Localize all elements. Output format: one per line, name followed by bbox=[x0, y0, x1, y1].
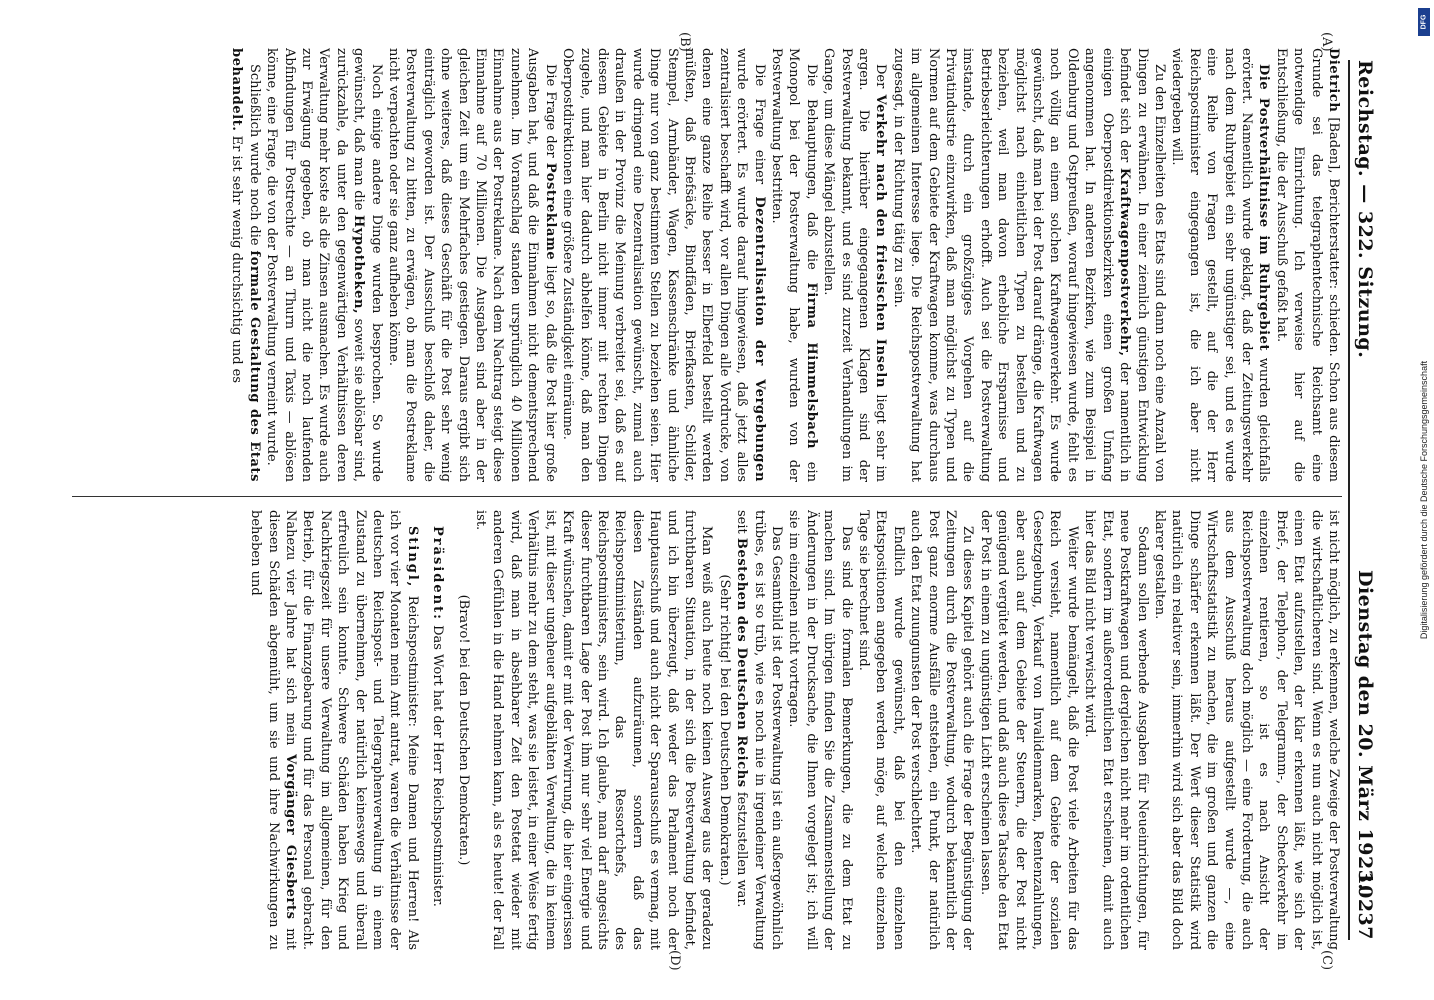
paragraph-text: Man weiß auch heute noch keinen Ausweg aus der geradezu furchtbaren Situation, in der sich die Postverwaltung befindet, und ich bin überzeugt, daß weder das Parlament noch der Hauptausschuß und auch nicht der Sparausschuß es vermag, mit diesen Zuständen aufzuräumen, sondern daß das Reichspostministerium, das Ressortchefs, des Reichspostministers, sein wird. Ich glaube, man darf angesichts dieser furchtbaren Lage der Post ihm nur sehr viel Energie und Kraft wünschen, damit er mit der Verwirrung, die hier eingerissen ist, mit dieser ungeheuer aufgeblähten Verwaltung, die in keinem Verhältnis mehr zu dem steht, was sie leistet, in einer Weise fertig wird, daß man in absehbarer Zeit den Postetat wieder mit anderen Gefühlen in die Hand nehmen kann, als es heute! der Fall ist. bbox=[473, 510, 715, 950]
paragraph-text: Das Wort hat der Herr Reichspostminister. bbox=[430, 625, 446, 907]
page-header bbox=[1348, 60, 1378, 940]
paragraph-text: Zu dieses Kapitel gehört auch die Frage der Begünstigung der Zeitungen durch die Postverwaltung, wodurch bekanntlich der Post ganz enorme Ausfälle entstehen, ein Punkt, der natürlich auch den Etat zuungunsten der Post verschlechtert. bbox=[908, 510, 976, 950]
paragraph bbox=[472, 510, 716, 950]
interjection-text: (Bravo! bei den Deutschen Demokraten.) bbox=[455, 594, 471, 866]
paragraph-text: mit diesen Schäden abgemüht, um sie und ihre Nachwirkungen zu beheben und bbox=[248, 510, 299, 950]
paragraph-text: Endlich wurde gewünscht, daß bei den einzelnen Etatspositionen angegeben werden möge, auf welche einzelnen Tage sie berechnet sind. bbox=[856, 510, 906, 950]
paragraph-text: Der bbox=[873, 64, 889, 89]
page-number: 10237 bbox=[1354, 871, 1376, 940]
paragraph-text: liegt sehr im argen. Die hierüber eingegangenen Klagen sind der Postverwaltung bekannt, und es sind zurzeit Verhandlungen im Gange, um diese Mängel abzustellen. bbox=[821, 48, 889, 482]
speaker-role: [Baden], Berichterstatter: bbox=[1326, 117, 1341, 290]
paragraph bbox=[855, 510, 907, 950]
paragraph bbox=[385, 48, 559, 482]
paragraph-text: Zu den Einzelheiten des Etats sind dann noch eine Anzahl von Dingen zu erwähnen. In einer ziemlich günstigen Entwicklung befindet sich der bbox=[1117, 48, 1167, 482]
margin-marker-d: (D) bbox=[667, 950, 682, 971]
speaker-name: Dietrich bbox=[1326, 48, 1341, 113]
paragraph bbox=[1168, 48, 1272, 482]
column-divider bbox=[72, 496, 1342, 497]
paragraph-text: Die Frage einer bbox=[751, 64, 767, 185]
paragraph-text: ein Monopol bei der Postverwaltung habe, wurden von der Postverwaltung bestritten. bbox=[769, 48, 819, 482]
paragraph-text: wurde erörtert. Es wurde darauf hingewiesen, daß jetzt alles zentralisiert beschafft wird, vor allen Dingen alle Vordrucke, von denen eine ganze Reihe besser in Elberfeld bestellt werden müßten, daß Briefsäcke, Bindfäden, Briefkasten, Schilder, Stempel, Armbänder, Wagen, Kassenschränke und ähnliche Dinge nur von ganz bestimmten Stellen zu beziehen seien. Hier wurde dringend eine Dezentralisation gewünscht, zumal auch draußen in der Provinz die Meinung verbreitet sei, daß es auf diesem Gebiete in Berlin nicht immer mit rechten Dingen zugehe, und man hier dadurch abhelfen könne, daß man den Oberpostdirektionen eine größere Zuständigkeit einräume. bbox=[560, 48, 750, 482]
dfg-logo bbox=[1418, 8, 1430, 36]
paragraph bbox=[1151, 510, 1342, 950]
paragraph-text: Das Gesamtbild ist der Postverwaltung ist ein außergewöhnlich trübes, es ist so trüb, wie es noch nie in irgendeiner Verwaltung seit bbox=[734, 510, 784, 950]
paragraph-text: Schließlich wurde noch die bbox=[246, 64, 262, 246]
paragraph bbox=[820, 48, 890, 482]
topic-heading: formale Gestaltung des Etats bbox=[246, 250, 262, 482]
paragraph-text: Die Behauptungen, daß die bbox=[803, 64, 819, 270]
paragraph-text: Noch einige andere Dinge wurden besprochen. So wurde gewünscht, daß man die bbox=[351, 48, 384, 482]
paragraph-text: Reichspostminister: Meine Damen und Herren! Als ich vor vier Monaten mein Amt antrat, waren die Verhältnisse der deutschen Reichspost- und Telegraphenverwaltung in einem Zustand zu übernehmen, der natürlich keineswegs und überall erfreulich sein konnte. Schwere Schäden haben Krieg und Nachkriegszeit für unsere Verwaltung im allgemeinen, für den Betrieb, für die Finanzgebarung und für das Personal gebracht. Nahezu vier Jahre hat sich mein bbox=[283, 510, 420, 950]
paragraph bbox=[1081, 510, 1151, 950]
paragraph bbox=[976, 510, 1080, 950]
paragraph-text: Die Frage der bbox=[542, 64, 558, 158]
paragraph bbox=[889, 48, 1168, 482]
paragraph bbox=[785, 510, 855, 950]
header-session: Reichstag. — 322. Sitzung. bbox=[1354, 60, 1376, 359]
paragraph-text: soweit sie ablösbar sind, zurückzahle, da unter den gegenwärtigen Verhältnissen deren Verwaltung mehr koste als die Zinsen ausmachen. Es wurde auch zur Erwägung gegeben, ob man nicht die noch laufenden Abfindungen für Postrechte — an Thurn und Taxis — ablösen könne, eine Frage, die von der Postverwaltung verneint wurde. bbox=[264, 48, 367, 482]
topic-heading: Dezentralisation der Vergebungen bbox=[751, 196, 767, 482]
paragraph bbox=[733, 510, 785, 950]
right-column bbox=[72, 510, 1342, 950]
topic-heading: Kraftwagenpostverkehr, bbox=[1117, 167, 1133, 357]
digitization-credit bbox=[1418, 8, 1430, 992]
paragraph-text: schieden. Schon aus diesem Grunde sei das telegraphentechnische Reichsamt eine notwendige Einrichtung. Ich verweise hier auf die Entschließung, die der Ausschuß gefaßt hat. bbox=[1273, 48, 1341, 482]
paragraph-text: liegt so, daß die Post hier große Ausgaben hat, und daß die Einnahmen nicht dementsprechend zunehmen. Im Voranschlag standen ursprünglich 40 Millionen Einnahme aus der Postreklame. Nach dem Nachtrag steigt diese Einnahme auf 70 Millionen. Die Ausgaben sind aber in der gleichen Zeit um ein Mehrfaches gestiegen. Daraus ergibt sich ohne weiteres, daß dieses Geschäft für die Post sehr wenig einträglich geworden ist. Der Ausschuß beschloß daher, die Postverwaltung zu bitten, zu erwägen, ob man die Postreklame nicht verpachten oder sie ganz aufheben könne. bbox=[386, 48, 558, 482]
margin-marker-c: (C) bbox=[1319, 950, 1334, 971]
topic-heading: Die Postverhältnisse im Ruhrgebiet bbox=[1256, 64, 1272, 352]
paragraph bbox=[768, 48, 820, 482]
paragraph bbox=[228, 48, 263, 482]
document-page bbox=[52, 30, 1382, 970]
paragraph bbox=[429, 510, 446, 950]
paragraph bbox=[247, 510, 421, 950]
paragraph-text: ist nicht möglich, zu erkennen, welche Zweige der Postverwaltung die wirtschaftlicheren sind. Wenn es nun auch nicht möglich ist, einen Etat aufzustellen, der klar erkennen läßt, wie sich der Brief-, der Telephon-, der Telegramm-, der Scheckverkehr im einzelnen rentieren, so ist es nach Ansicht der Reichspostverwaltung doch möglich — eine Forderung, die auch aus dem Ausschuß heraus aufgestellt wurde —, eine Wirtschaftsstatistik zu machen, die im großen und ganzen die Dinge schärfer erkennen läßt. Der Wert dieser Statistik wird natürlich ein relativer sein, immerhin wird sich aber das Bild doch klarer gestalten. bbox=[1151, 510, 1341, 950]
interjection bbox=[454, 510, 471, 950]
paragraph bbox=[263, 48, 385, 482]
left-column bbox=[72, 48, 1342, 482]
paragraph-text: Weiter wurde bemängelt, daß die Post viele Arbeiten für das Reich versieht, namentlich auf dem Gebiete der sozialen Gesetzgebung, Verkauf von Invalidenmarken, Rentenzahlungen, aber auch auf dem Gebiete der Steuern, die der Post nicht genügend vergütet werden, und daß auch diese Tatsache den Etat der Post in einem zu ungünstigen Licht erscheinen lassen. bbox=[977, 510, 1080, 950]
header-date: Dienstag den 20. März 1923. bbox=[1354, 570, 1376, 891]
topic-heading: Firma Himmelsbach bbox=[803, 282, 819, 450]
topic-heading: Postreklame bbox=[542, 162, 558, 261]
paragraph-text: Sodann sollen werbende Ausgaben für Neueinrichtungen, für neue Postkraftwagen und dergleichen nicht mehr im ordentlichen Etat, sondern im außerordentlichen Etat erscheinen, damit auch hier das Bild nicht verwischt wird. bbox=[1082, 510, 1150, 950]
margin-marker-b: (B) bbox=[677, 32, 692, 52]
interjection-text: (Sehr richtig! bei den Deutschen Demokraten.) bbox=[716, 574, 732, 886]
paragraph-text: Das sind die formalen Bemerkungen, die zu dem Etat zu machen sind. Im übrigen finden Sie die Zusammenstellung der Änderungen in der Drucksache, die Ihnen vorgelegt ist; ich will sie im einzelnen nicht vortragen. bbox=[786, 510, 854, 950]
paragraph-text: festzustellen war. bbox=[734, 791, 750, 908]
interjection bbox=[715, 510, 732, 950]
topic-heading: Hypotheken, bbox=[351, 214, 367, 315]
paragraph bbox=[907, 510, 977, 950]
topic-heading: behandelt. bbox=[229, 48, 245, 132]
credit-text: Digitalisierung gefördert durch die Deutsche Forschungsgemeinschaft bbox=[1419, 360, 1429, 640]
topic-heading: Bestehen des Deutschen Reichs bbox=[734, 537, 750, 788]
paragraph bbox=[1272, 48, 1342, 482]
paragraph-text: der namentlich in einigen Oberpostdirektionsbezirken einen großen Umfang angenommen hat. In anderen Bezirken, wie zum Beispiel in Oldenburg und Ostpreußen, worauf hingewiesen wurde, fehlt es noch völlig an einem solchen Kraftwagenverkehr. Es wurde gewünscht, daß man bei der Post darauf dränge, die Kraftwagen möglichst nach einheitlichen Typen zu bestellen und zu beziehen, weil man davon erhebliche Ersparnisse und Betriebserleichterungen erhofft. Auch sei die Postverwaltung imstande, durch ein großzügiges Vorgehen auf die Privatindustrie einzuwirken, daß man möglichst zu Typen und Normen auf dem Gebiete der Kraftwagen komme, was durchaus im allgemeinen Interesse liege. Die Reichspostverwaltung hat zugesagt, in der Richtung tätig zu sein. bbox=[890, 48, 1133, 482]
logo-text: DFG bbox=[1420, 14, 1428, 30]
speaker-name: Stingl, bbox=[404, 526, 420, 589]
speaker-name: Präsident: bbox=[430, 526, 446, 621]
paragraph-text: wurden gleichfalls erörtert. Namentlich wurde geklagt, daß der Zeitungsverkehr nach dem Ruhrgebiet ein sehr ungünstiger sei, und es wurde eine Reihe von Fragen gestellt, auf die der Herr Reichspostminister eingegangen ist, die ich aber nicht wiedergeben will. bbox=[1169, 48, 1272, 482]
margin-marker-a: (A) bbox=[1319, 32, 1334, 52]
paragraph bbox=[559, 48, 768, 482]
topic-heading: Verkehr nach den friesischen Inseln bbox=[873, 94, 889, 389]
topic-heading: Vorgänger Giesberts bbox=[283, 754, 299, 920]
paragraph-text: Er ist sehr wenig durchsichtig und es bbox=[229, 135, 245, 384]
